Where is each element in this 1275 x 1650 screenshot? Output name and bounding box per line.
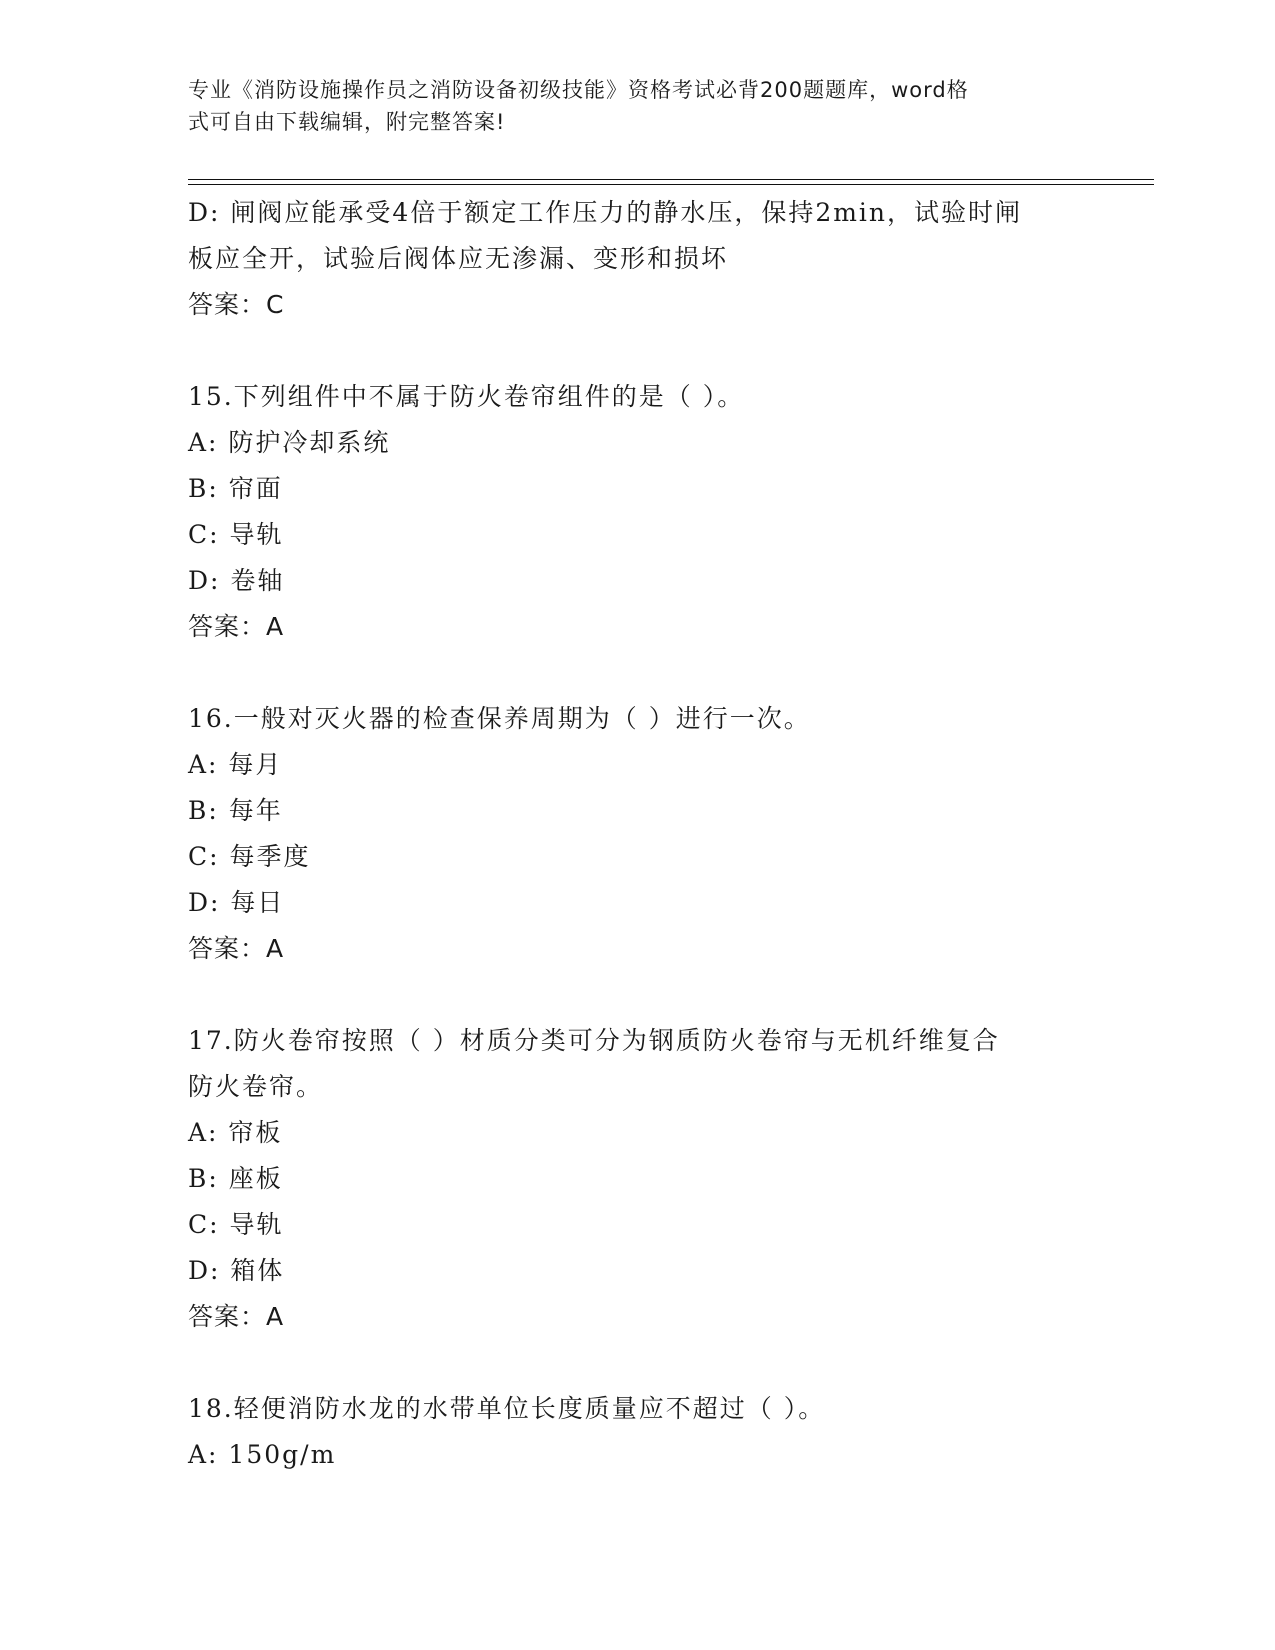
option-c: C: 导轨 — [188, 1210, 284, 1239]
option-b: B: 帘面 — [188, 474, 283, 503]
answer-line: 答案：A — [188, 612, 285, 641]
option-d-line-2: 板应全开，试验后阀体应无渗漏、变形和损坏 — [188, 244, 729, 273]
option-c: C: 每季度 — [188, 842, 311, 871]
answer-line: 答案：A — [188, 1302, 285, 1331]
option-b: B: 每年 — [188, 796, 283, 825]
question-text: 16.一般对灭火器的检查保养周期为（ ）进行一次。 — [188, 704, 811, 733]
header-divider-bottom — [188, 184, 1154, 185]
document-header — [188, 74, 1068, 138]
option-a: A: 防护冷却系统 — [188, 428, 391, 457]
question-text: 18.轻便消防水龙的水带单位长度质量应不超过（ ）。 — [188, 1394, 826, 1423]
header-divider-top — [188, 179, 1154, 180]
answer-line: 答案：A — [188, 934, 285, 963]
header-line-1: 专业《消防设施操作员之消防设备初级技能》资格考试必背200题题库，word格 — [188, 78, 969, 102]
option-d: D: 每日 — [188, 888, 285, 917]
option-d-line-1: D: 闸阀应能承受4倍于额定工作压力的静水压，保持2min，试验时闸 — [188, 198, 1023, 227]
spacer — [188, 972, 1088, 1018]
option-b: B: 座板 — [188, 1164, 283, 1193]
question-18 — [188, 1386, 1088, 1478]
spacer — [188, 328, 1088, 374]
option-d: D: 卷轴 — [188, 566, 285, 595]
question-16 — [188, 696, 1088, 972]
question-text-line-1: 17.防火卷帘按照（ ）材质分类可分为钢质防火卷帘与无机纤维复合 — [188, 1026, 1000, 1055]
option-a: A: 150g/m — [188, 1440, 337, 1469]
question-15 — [188, 374, 1088, 650]
answer-line: 答案：C — [188, 290, 285, 319]
spacer — [188, 1340, 1088, 1386]
question-text: 15.下列组件中不属于防火卷帘组件的是（ ）。 — [188, 382, 745, 411]
option-a: A: 每月 — [188, 750, 283, 779]
question-list — [188, 190, 1088, 1478]
option-a: A: 帘板 — [188, 1118, 283, 1147]
question-text-line-2: 防火卷帘。 — [188, 1072, 324, 1101]
option-c: C: 导轨 — [188, 520, 284, 549]
question-17 — [188, 1018, 1088, 1340]
previous-question-tail — [188, 190, 1088, 328]
spacer — [188, 650, 1088, 696]
header-line-2: 式可自由下载编辑，附完整答案! — [188, 110, 506, 134]
option-d: D: 箱体 — [188, 1256, 285, 1285]
